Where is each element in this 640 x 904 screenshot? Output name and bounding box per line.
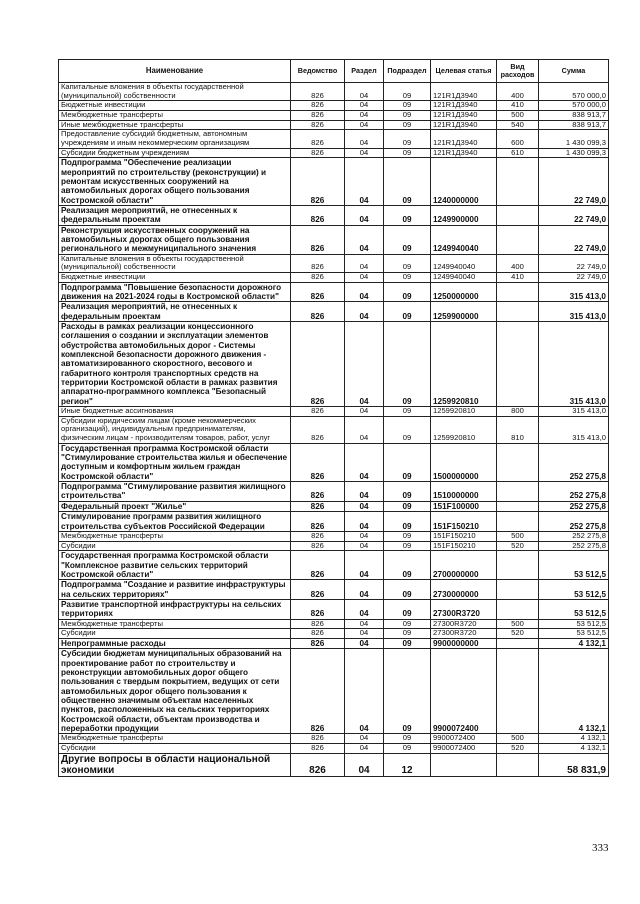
cell-department: 826: [291, 580, 345, 600]
cell-expense-type: [497, 580, 539, 600]
cell-section: 04: [345, 541, 384, 551]
cell-subsection: 09: [384, 110, 431, 120]
cell-subsection: 09: [384, 580, 431, 600]
cell-section: 04: [345, 83, 384, 101]
cell-amount: 838 913,7: [539, 110, 609, 120]
cell-department: 826: [291, 158, 345, 206]
cell-amount: 53 512,5: [539, 619, 609, 629]
cell-expense-type: 410: [497, 273, 539, 283]
cell-department: 826: [291, 551, 345, 580]
cell-name: Стимулирование программ развития жилищного строительства субъектов Российской Федерации: [59, 512, 291, 532]
cell-department: 826: [291, 629, 345, 639]
cell-expense-type: 520: [497, 541, 539, 551]
cell-target-item: 9900072400: [431, 649, 497, 734]
cell-name: Субсидии: [59, 541, 291, 551]
cell-subsection: 09: [384, 443, 431, 481]
table-row: [59, 619, 609, 629]
cell-amount: 22 749,0: [539, 254, 609, 272]
table-row: [59, 541, 609, 551]
cell-expense-type: [497, 638, 539, 648]
cell-amount: 4 132,1: [539, 638, 609, 648]
cell-subsection: 09: [384, 743, 431, 753]
cell-expense-type: 500: [497, 531, 539, 541]
cell-department: 826: [291, 254, 345, 272]
cell-department: 826: [291, 148, 345, 158]
cell-department: 826: [291, 541, 345, 551]
cell-amount: 570 000,0: [539, 83, 609, 101]
cell-expense-type: 800: [497, 407, 539, 417]
cell-amount: 315 413,0: [539, 416, 609, 443]
cell-expense-type: 600: [497, 130, 539, 148]
cell-amount: 570 000,0: [539, 101, 609, 111]
cell-expense-type: 410: [497, 101, 539, 111]
cell-target-item: 1249940040: [431, 273, 497, 283]
cell-subsection: 09: [384, 734, 431, 744]
cell-amount: 22 749,0: [539, 158, 609, 206]
cell-department: 826: [291, 512, 345, 532]
cell-expense-type: 500: [497, 619, 539, 629]
cell-section: 04: [345, 482, 384, 502]
cell-subsection: 09: [384, 599, 431, 619]
cell-amount: 252 275,8: [539, 443, 609, 481]
cell-department: 826: [291, 205, 345, 225]
column-header-target-item: Целевая статья: [431, 60, 497, 83]
cell-section: 04: [345, 531, 384, 541]
cell-subsection: 09: [384, 254, 431, 272]
cell-target-item: 1510000000: [431, 482, 497, 502]
cell-name: Подпрограмма "Повышение безопасности дорожного движения на 2021-2024 годы в Костромской области": [59, 282, 291, 302]
cell-department: 826: [291, 225, 345, 254]
cell-name: Непрограммные расходы: [59, 638, 291, 648]
cell-target-item: 1249940040: [431, 254, 497, 272]
cell-subsection: 09: [384, 130, 431, 148]
cell-amount: 53 512,5: [539, 551, 609, 580]
cell-section: 04: [345, 407, 384, 417]
table-header-row: [59, 60, 609, 83]
column-header-subsection: Подраздел: [384, 60, 431, 83]
cell-section: 04: [345, 743, 384, 753]
cell-department: 826: [291, 282, 345, 302]
cell-name: Капитальные вложения в объекты государственной (муниципальной) собственности: [59, 254, 291, 272]
cell-subsection: 09: [384, 512, 431, 532]
cell-name: Субсидии юридическим лицам (кроме некоммерческих организаций), индивидуальным предпринимателям, физическим лицам - производителям товаров, работ, услуг: [59, 416, 291, 443]
cell-section: 04: [345, 282, 384, 302]
cell-amount: 53 512,5: [539, 580, 609, 600]
cell-expense-type: [497, 443, 539, 481]
cell-name: Капитальные вложения в объекты государственной (муниципальной) собственности: [59, 83, 291, 101]
table-row: [59, 205, 609, 225]
cell-target-item: 121R1Д3940: [431, 101, 497, 111]
cell-section: 04: [345, 649, 384, 734]
cell-target-item: 9900000000: [431, 638, 497, 648]
cell-expense-type: [497, 551, 539, 580]
cell-amount: 1 430 099,3: [539, 130, 609, 148]
cell-target-item: 1259900000: [431, 302, 497, 322]
cell-department: 826: [291, 130, 345, 148]
table-row: [59, 443, 609, 481]
cell-amount: 53 512,5: [539, 599, 609, 619]
cell-expense-type: 400: [497, 254, 539, 272]
table-row: [59, 83, 609, 101]
cell-name: Предоставление субсидий бюджетным, автономным учреждениям и иным некоммерческим организациям: [59, 130, 291, 148]
cell-subsection: 09: [384, 225, 431, 254]
cell-name: Межбюджетные трансферты: [59, 531, 291, 541]
column-header-name: Наименование: [59, 60, 291, 83]
cell-target-item: 2730000000: [431, 580, 497, 600]
cell-subsection: 09: [384, 551, 431, 580]
cell-name: Субсидии бюджетным учреждениям: [59, 148, 291, 158]
table-row: [59, 512, 609, 532]
cell-expense-type: [497, 322, 539, 407]
cell-subsection: 09: [384, 158, 431, 206]
cell-subsection: 09: [384, 638, 431, 648]
cell-subsection: 09: [384, 205, 431, 225]
table-row: [59, 282, 609, 302]
cell-section: 04: [345, 638, 384, 648]
cell-department: 826: [291, 273, 345, 283]
table-row: [59, 629, 609, 639]
cell-subsection: 09: [384, 482, 431, 502]
cell-target-item: 1249900000: [431, 205, 497, 225]
cell-name: Субсидии: [59, 629, 291, 639]
cell-section: 04: [345, 599, 384, 619]
table-row: [59, 148, 609, 158]
cell-target-item: 1250000000: [431, 282, 497, 302]
cell-name: Подпрограмма "Стимулирование развития жилищного строительства": [59, 482, 291, 502]
cell-name: Бюджетные инвестиции: [59, 273, 291, 283]
cell-subsection: 09: [384, 120, 431, 130]
cell-name: Другие вопросы в области национальной экономики: [59, 753, 291, 777]
cell-expense-type: 610: [497, 148, 539, 158]
cell-name: Подпрограмма "Создание и развитие инфраструктуры на сельских территориях": [59, 580, 291, 600]
cell-expense-type: 540: [497, 120, 539, 130]
table-row: [59, 158, 609, 206]
cell-department: 826: [291, 110, 345, 120]
table-row: [59, 501, 609, 511]
cell-target-item: 121R1Д3940: [431, 110, 497, 120]
table-row: [59, 101, 609, 111]
table-row: [59, 273, 609, 283]
table-row: [59, 110, 609, 120]
cell-section: 04: [345, 158, 384, 206]
table-row: [59, 482, 609, 502]
cell-target-item: 121R1Д3940: [431, 148, 497, 158]
cell-name: Межбюджетные трансферты: [59, 734, 291, 744]
table-row: [59, 531, 609, 541]
table-row: [59, 551, 609, 580]
cell-target-item: 121R1Д3940: [431, 83, 497, 101]
cell-amount: 4 132,1: [539, 734, 609, 744]
cell-expense-type: [497, 649, 539, 734]
cell-amount: 53 512,5: [539, 629, 609, 639]
cell-name: Реализация мероприятий, не отнесенных к федеральным проектам: [59, 205, 291, 225]
cell-amount: 22 749,0: [539, 273, 609, 283]
cell-department: 826: [291, 322, 345, 407]
cell-target-item: 1249940040: [431, 225, 497, 254]
cell-section: 04: [345, 254, 384, 272]
table-row: [59, 734, 609, 744]
cell-section: 04: [345, 443, 384, 481]
cell-target-item: 1259920810: [431, 407, 497, 417]
cell-target-item: 151F100000: [431, 501, 497, 511]
table-row: [59, 743, 609, 753]
cell-section: 04: [345, 110, 384, 120]
cell-name: Субсидии: [59, 743, 291, 753]
cell-section: 04: [345, 322, 384, 407]
table-row: [59, 599, 609, 619]
column-header-amount: Сумма: [539, 60, 609, 83]
cell-name: Иные межбюджетные трансферты: [59, 120, 291, 130]
cell-amount: 1 430 099,3: [539, 148, 609, 158]
cell-section: 04: [345, 302, 384, 322]
cell-amount: 252 275,8: [539, 482, 609, 502]
cell-department: 826: [291, 649, 345, 734]
cell-expense-type: 810: [497, 416, 539, 443]
cell-amount: 22 749,0: [539, 205, 609, 225]
cell-amount: 252 275,8: [539, 501, 609, 511]
cell-expense-type: [497, 599, 539, 619]
cell-department: 826: [291, 83, 345, 101]
cell-target-item: 2700000000: [431, 551, 497, 580]
cell-name: Подпрограмма "Обеспечение реализации мероприятий по строительству (реконструкции) и ремонтам искусственных сооружений на автомобильных дорогах общего пользования Костромской области": [59, 158, 291, 206]
cell-subsection: 09: [384, 541, 431, 551]
cell-department: 826: [291, 407, 345, 417]
cell-expense-type: [497, 501, 539, 511]
cell-target-item: 121R1Д3940: [431, 120, 497, 130]
cell-amount: 315 413,0: [539, 302, 609, 322]
cell-section: 04: [345, 512, 384, 532]
cell-expense-type: [497, 482, 539, 502]
cell-section: 04: [345, 629, 384, 639]
table-row: [59, 638, 609, 648]
cell-name: Государственная программа Костромской области "Стимулирование строительства жилья и обеспечение доступным и комфортным жильем граждан Костромской области": [59, 443, 291, 481]
cell-expense-type: 400: [497, 83, 539, 101]
cell-amount: 315 413,0: [539, 407, 609, 417]
cell-subsection: 09: [384, 302, 431, 322]
column-header-section: Раздел: [345, 60, 384, 83]
cell-name: Расходы в рамках реализации концессионного соглашения о создании и эксплуатации элементов обустройства автомобильных дорог - Системы комплексной безопасности дорожного движения - автоматизированного скоростного, весового и габаритного контроля транспортных средств на территории Костромской области в рамках развития аппаратно-программного комплекса "Безопасный регион": [59, 322, 291, 407]
cell-name: Межбюджетные трансферты: [59, 110, 291, 120]
cell-name: Субсидии бюджетам муниципальных образований на проектирование работ по строительству и реконструкции автомобильных дорог общего пользования с твердым покрытием, ведущих от сети автомобильных дорог общего пользования к общественно значимым объектам населенных пунктов, расположенных на сельских территориях Костромской области, объектам производства и переработки продукции: [59, 649, 291, 734]
cell-department: 826: [291, 302, 345, 322]
cell-target-item: 151F150210: [431, 541, 497, 551]
cell-subsection: 09: [384, 83, 431, 101]
cell-expense-type: [497, 158, 539, 206]
table-row: [59, 130, 609, 148]
table-row: [59, 120, 609, 130]
cell-subsection: 09: [384, 649, 431, 734]
cell-section: 04: [345, 551, 384, 580]
cell-subsection: 09: [384, 416, 431, 443]
cell-expense-type: 500: [497, 734, 539, 744]
table-row: [59, 416, 609, 443]
cell-target-item: 1259920810: [431, 322, 497, 407]
cell-department: 826: [291, 501, 345, 511]
table-row: [59, 649, 609, 734]
cell-amount: 22 749,0: [539, 225, 609, 254]
cell-expense-type: 500: [497, 110, 539, 120]
cell-department: 826: [291, 101, 345, 111]
cell-department: 826: [291, 443, 345, 481]
cell-target-item: 27300R3720: [431, 629, 497, 639]
cell-amount: 315 413,0: [539, 282, 609, 302]
cell-department: 826: [291, 638, 345, 648]
cell-department: 826: [291, 619, 345, 629]
cell-subsection: 09: [384, 619, 431, 629]
cell-name: Государственная программа Костромской области "Комплексное развитие сельских территорий Костромской области": [59, 551, 291, 580]
cell-section: 04: [345, 501, 384, 511]
cell-name: Бюджетные инвестиции: [59, 101, 291, 111]
cell-expense-type: 520: [497, 629, 539, 639]
cell-amount: 252 275,8: [539, 531, 609, 541]
cell-section: 04: [345, 205, 384, 225]
table-row: [59, 322, 609, 407]
cell-target-item: 151F150210: [431, 531, 497, 541]
table-body: [59, 83, 609, 777]
cell-amount: 838 913,7: [539, 120, 609, 130]
cell-subsection: 09: [384, 148, 431, 158]
cell-expense-type: [497, 302, 539, 322]
cell-amount: 4 132,1: [539, 649, 609, 734]
cell-department: 826: [291, 599, 345, 619]
cell-amount: 252 275,8: [539, 541, 609, 551]
cell-target-item: 1500000000: [431, 443, 497, 481]
table-row: [59, 407, 609, 417]
cell-subsection: 09: [384, 531, 431, 541]
cell-section: 04: [345, 619, 384, 629]
cell-section: 04: [345, 734, 384, 744]
cell-department: 826: [291, 743, 345, 753]
cell-subsection: 09: [384, 273, 431, 283]
cell-section: 04: [345, 101, 384, 111]
cell-expense-type: [497, 205, 539, 225]
cell-department: 826: [291, 753, 345, 777]
column-header-expense-type: Вид расходов: [497, 60, 539, 83]
page-number: 333: [592, 842, 609, 854]
cell-section: 04: [345, 273, 384, 283]
cell-target-item: [431, 753, 497, 777]
cell-department: 826: [291, 416, 345, 443]
table-row: [59, 302, 609, 322]
cell-department: 826: [291, 482, 345, 502]
cell-expense-type: [497, 225, 539, 254]
cell-section: 04: [345, 120, 384, 130]
cell-department: 826: [291, 531, 345, 541]
cell-target-item: 9900072400: [431, 743, 497, 753]
cell-target-item: 27300R3720: [431, 619, 497, 629]
cell-target-item: 27300R3720: [431, 599, 497, 619]
cell-subsection: 09: [384, 322, 431, 407]
cell-target-item: 121R1Д3940: [431, 130, 497, 148]
cell-expense-type: [497, 282, 539, 302]
column-header-department: Ведомство: [291, 60, 345, 83]
cell-subsection: 09: [384, 101, 431, 111]
cell-section: 04: [345, 580, 384, 600]
cell-name: Реализация мероприятий, не отнесенных к федеральным проектам: [59, 302, 291, 322]
cell-name: Иные бюджетные ассигнования: [59, 407, 291, 417]
cell-section: 04: [345, 416, 384, 443]
cell-expense-type: 520: [497, 743, 539, 753]
table-row: [59, 254, 609, 272]
cell-expense-type: [497, 753, 539, 777]
cell-name: Федеральный проект "Жилье": [59, 501, 291, 511]
cell-section: 04: [345, 753, 384, 777]
table-row: [59, 753, 609, 777]
cell-subsection: 09: [384, 629, 431, 639]
cell-target-item: 9900072400: [431, 734, 497, 744]
cell-amount: 58 831,9: [539, 753, 609, 777]
cell-department: 826: [291, 734, 345, 744]
cell-target-item: 1259920810: [431, 416, 497, 443]
cell-amount: 252 275,8: [539, 512, 609, 532]
cell-section: 04: [345, 148, 384, 158]
cell-expense-type: [497, 512, 539, 532]
cell-amount: 315 413,0: [539, 322, 609, 407]
table-row: [59, 580, 609, 600]
cell-subsection: 09: [384, 282, 431, 302]
budget-table: [58, 59, 609, 777]
cell-target-item: 151F150210: [431, 512, 497, 532]
cell-section: 04: [345, 225, 384, 254]
cell-amount: 4 132,1: [539, 743, 609, 753]
cell-section: 04: [345, 130, 384, 148]
cell-subsection: 09: [384, 501, 431, 511]
table-row: [59, 225, 609, 254]
cell-subsection: 09: [384, 407, 431, 417]
cell-department: 826: [291, 120, 345, 130]
cell-target-item: 1240000000: [431, 158, 497, 206]
cell-name: Развитие транспортной инфраструктуры на сельских территориях: [59, 599, 291, 619]
cell-subsection: 12: [384, 753, 431, 777]
cell-name: Межбюджетные трансферты: [59, 619, 291, 629]
cell-name: Реконструкция искусственных сооружений на автомобильных дорогах общего пользования регионального и межмуниципального значения: [59, 225, 291, 254]
